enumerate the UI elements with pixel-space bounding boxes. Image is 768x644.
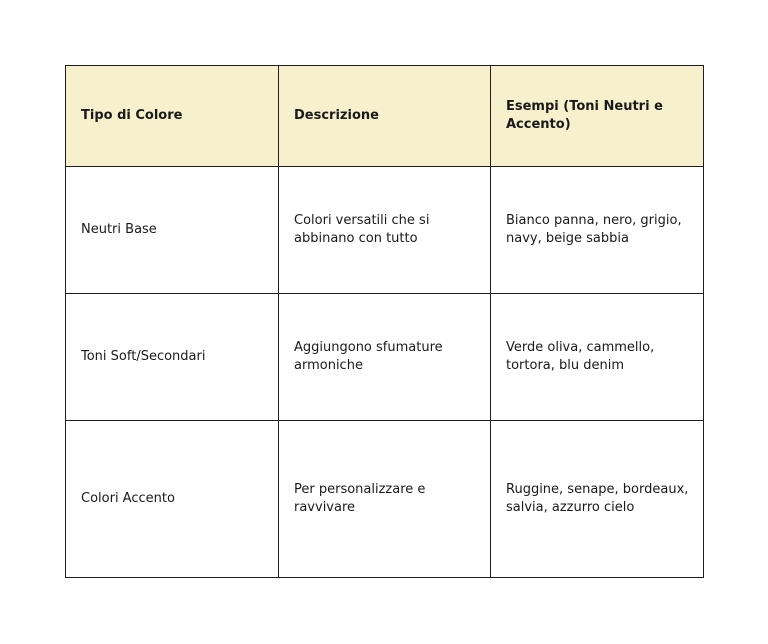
- header-row: [66, 66, 704, 167]
- cell-examples: Bianco panna, nero, grigio, navy, beige sabbia: [491, 167, 704, 294]
- cell-color-type: Colori Accento: [66, 421, 279, 578]
- cell-description: Aggiungono sfumature armoniche: [279, 294, 491, 421]
- cell-description: Per personalizzare e ravvivare: [279, 421, 491, 578]
- header-cell-examples: Esempi (Toni Neutri e Accento): [491, 66, 704, 167]
- cell-examples: Verde oliva, cammello, tortora, blu denim: [491, 294, 704, 421]
- cell-description: Colori versatili che si abbinano con tutto: [279, 167, 491, 294]
- header-cell-description: Descrizione: [279, 66, 491, 167]
- header-cell-color-type: Tipo di Colore: [66, 66, 279, 167]
- cell-examples: Ruggine, senape, bordeaux, salvia, azzurro cielo: [491, 421, 704, 578]
- table-body: [66, 167, 704, 578]
- table-row: [66, 421, 704, 578]
- cell-color-type: Toni Soft/Secondari: [66, 294, 279, 421]
- table-header: [66, 66, 704, 167]
- table-row: [66, 167, 704, 294]
- color-types-table: [65, 65, 704, 578]
- table-row: [66, 294, 704, 421]
- cell-color-type: Neutri Base: [66, 167, 279, 294]
